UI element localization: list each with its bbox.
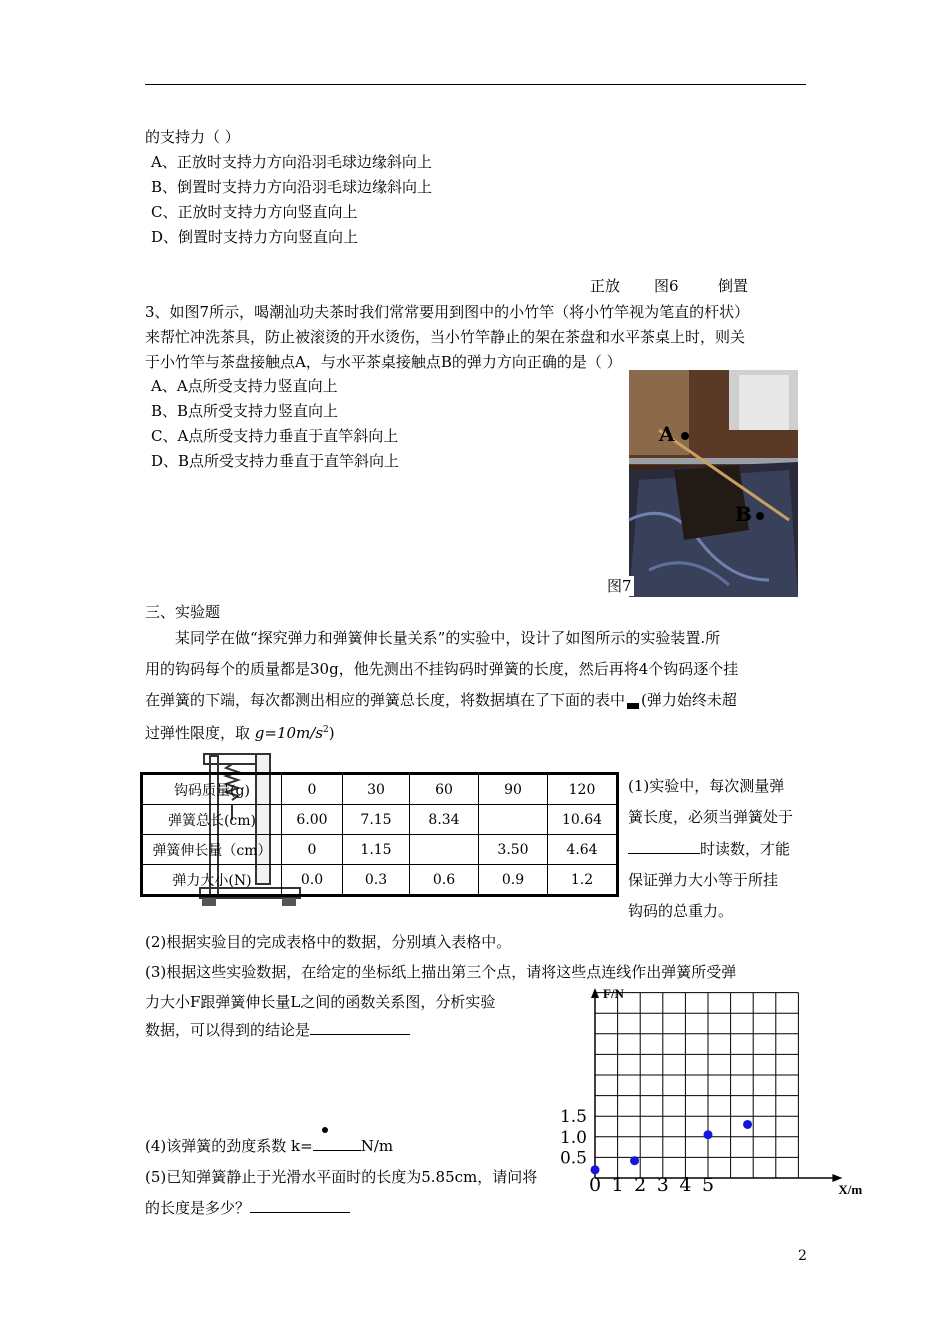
exp-q3-line-3: 数据，可以得到的结论是 xyxy=(145,1020,410,1040)
section-para-line-1: 某同学在做“探究弹力和弹簧伸长量关系”的实验中，设计了如图所示的实验装置.所 xyxy=(175,629,721,647)
fig6-label-left: 正放 xyxy=(590,277,621,295)
section-heading: 三、实验题 xyxy=(145,603,221,621)
q3-conclusion-blank[interactable] xyxy=(310,1034,410,1035)
row-header-cell: 弹力大小(N) xyxy=(143,865,282,895)
q3-option-d: D、B点所受支持力垂直于直竿斜向上 xyxy=(151,452,400,470)
table-cell: 0.0 xyxy=(282,865,343,895)
q2-stem: 的支持力（ ） xyxy=(145,128,240,146)
q3-option-b: B、B点所受支持力竖直向上 xyxy=(151,402,339,420)
y-tick-label: 1.0 xyxy=(559,1127,587,1148)
q3-line-3: 于小竹竿与茶盘接触点A，与水平茶桌接触点B的弹力方向正确的是（ ） xyxy=(145,353,622,371)
q2-option-b: B、倒置时支持力方向沿羽毛球边缘斜向上 xyxy=(151,178,433,196)
x-axis-label: X/m xyxy=(838,1182,863,1197)
table-cell: 0 xyxy=(282,775,343,805)
table-cell: 4.64 xyxy=(548,835,617,865)
q3-option-c: C、A点所受支持力垂直于直竿斜向上 xyxy=(151,427,399,445)
table-cell: 120 xyxy=(548,775,617,805)
q3-line-1: 3、如图7所示，喝潮汕功夫茶时我们常常要用到图中的小竹竿（将小竹竿视为笔直的杆状） xyxy=(145,303,750,321)
x-tick-label: 1 xyxy=(611,1174,624,1196)
header-rule xyxy=(145,84,806,85)
exp-q3-line-1: (3)根据这些实验数据，在给定的坐标纸上描出第三个点，请将这些点连线作出弹簧所受弹 xyxy=(145,963,737,981)
exp-q4: (4)该弹簧的劲度系数 k= N/m xyxy=(145,1137,394,1155)
x-tick-label: 2 xyxy=(634,1174,647,1196)
q1-line-5: 钩码的总重力。 xyxy=(628,902,734,920)
y-axis-label: F/N xyxy=(603,986,624,1001)
section-para-line-2: 用的钩码每个的质量都是30g，他先测出不挂钩码时弹簧的长度，然后再将4个钩码逐个挂 xyxy=(145,660,739,678)
q2-option-c: C、正放时支持力方向竖直向上 xyxy=(151,203,358,221)
exp-q2: (2)根据实验目的完成表格中的数据，分别填入表格中。 xyxy=(145,933,512,951)
table-cell: 1.2 xyxy=(548,865,617,895)
exp-q5-line-2: 的长度是多少？ xyxy=(145,1198,350,1218)
point-a-label: A xyxy=(659,422,675,446)
data-point xyxy=(591,1165,600,1174)
row-header-cell: 弹簧总长(cm) xyxy=(143,805,282,835)
table-cell: 60 xyxy=(410,775,479,805)
page-number: 2 xyxy=(798,1248,807,1264)
q5-answer-blank[interactable] xyxy=(250,1212,350,1213)
q1-blank[interactable] xyxy=(628,853,700,854)
fig6-caption: 图6 xyxy=(654,277,679,295)
y-tick-label: 1.5 xyxy=(559,1107,587,1128)
fig7-caption: 图7 xyxy=(607,577,632,595)
section-para-line-3: 在弹簧的下端，每次都测出相应的弹簧总长度，将数据填在了下面的表中 (弹力始终未超 xyxy=(145,691,737,709)
table-cell: 7.15 xyxy=(343,805,410,835)
x-tick-label: 0 xyxy=(588,1174,602,1196)
cursor-mark xyxy=(627,703,639,709)
x-tick-label: 4 xyxy=(679,1174,692,1196)
k-blank[interactable] xyxy=(313,1150,361,1151)
row-header-cell: 钩码质量(g) xyxy=(143,775,282,805)
figure-7-photo xyxy=(607,370,798,597)
table-cell: 0.3 xyxy=(343,865,410,895)
exp-q5-line-1: (5)已知弹簧静止于光滑水平面时的长度为5.85cm，请问将 xyxy=(145,1168,538,1186)
empty-answer-cell[interactable] xyxy=(479,805,548,835)
table-row xyxy=(143,865,617,895)
fig6-label-right: 倒置 xyxy=(718,277,749,295)
table-row xyxy=(143,775,617,805)
table-cell: 90 xyxy=(479,775,548,805)
data-point xyxy=(704,1130,713,1139)
q3-line-2: 来帮忙冲洗茶具，防止被滚烫的开水烫伤，当小竹竿静止的架在茶盘和水平茶桌上时，则关 xyxy=(145,328,746,346)
x-tick-label: 5 xyxy=(701,1174,715,1196)
q1-line-3: 时读数，才能 xyxy=(628,839,790,859)
table-cell: 0.6 xyxy=(410,865,479,895)
x-tick-label: 3 xyxy=(656,1174,669,1196)
exp-q3-line-2: 力大小F跟弹簧伸长量L之间的函数关系图，分析实验 xyxy=(145,993,496,1011)
row-header-cell: 弹簧伸长量（cm） xyxy=(143,835,282,865)
tea-tray-illustration xyxy=(629,370,798,597)
force-extension-chart xyxy=(545,980,875,1205)
table-cell: 1.15 xyxy=(343,835,410,865)
x-axis-arrow xyxy=(832,1174,842,1182)
q1-line-2: 簧长度，必须当弹簧处于 xyxy=(628,808,794,826)
table-cell: 8.34 xyxy=(410,805,479,835)
data-point xyxy=(743,1120,752,1129)
data-point xyxy=(630,1156,639,1165)
table-cell: 6.00 xyxy=(282,805,343,835)
data-table xyxy=(140,772,619,897)
empty-answer-cell[interactable] xyxy=(410,835,479,865)
q1-line-1: (1)实验中，每次测量弹 xyxy=(628,777,785,795)
q2-option-d: D、倒置时支持力方向竖直向上 xyxy=(151,228,359,246)
q3-option-a: A、A点所受支持力竖直向上 xyxy=(151,377,338,395)
table-cell: 0.9 xyxy=(479,865,548,895)
point-b-label: B xyxy=(735,502,752,526)
stray-dot-mark xyxy=(322,1127,328,1133)
table-cell: 3.50 xyxy=(479,835,548,865)
table-row xyxy=(143,805,617,835)
q2-option-a: A、正放时支持力方向沿羽毛球边缘斜向上 xyxy=(151,153,432,171)
section-para-line-4: 过弹性限度，取 $g=10m/s^2$) xyxy=(145,724,335,742)
table-row xyxy=(143,835,617,865)
table-cell: 30 xyxy=(343,775,410,805)
q1-line-4: 保证弹力大小等于所挂 xyxy=(628,871,779,889)
table-cell: 0 xyxy=(282,835,343,865)
y-tick-label: 0.5 xyxy=(559,1148,587,1169)
table-cell: 10.64 xyxy=(548,805,617,835)
